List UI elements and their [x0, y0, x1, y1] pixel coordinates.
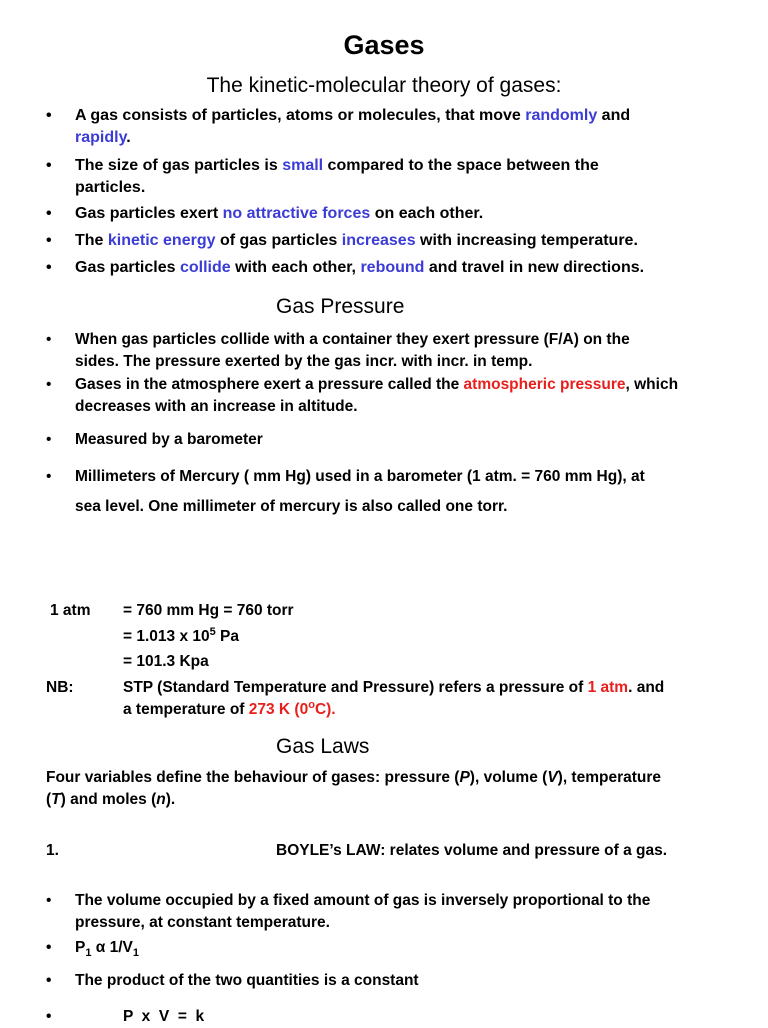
bullet-marker: •	[46, 431, 52, 448]
subscript: 1	[85, 947, 92, 960]
nb-text	[123, 677, 664, 721]
bullet-text: with each other,	[230, 259, 361, 276]
bullet-text: compared to the space between the	[323, 157, 599, 174]
highlight-term	[248, 698, 336, 718]
section-heading-gas-laws: Gas Laws	[276, 735, 370, 758]
bullet-text: The volume occupied by a fixed amount of gas is inversely proportional to the	[75, 892, 651, 909]
nb-text-part: . and	[628, 679, 665, 696]
intro-text: ), temperature	[557, 769, 662, 786]
bullet-marker: •	[46, 892, 52, 909]
unit-text: = 1.013 x 10	[123, 628, 210, 645]
unit-equivalence: = 101.3 Kpa	[123, 653, 209, 670]
var-t: T	[51, 791, 61, 808]
bullet-text: decreases with an increase in altitude.	[75, 398, 358, 415]
formula-text: α 1/V	[91, 939, 133, 956]
bullet-text: The product of the two quantities is a constant	[75, 972, 419, 989]
bullet-marker: •	[46, 1008, 52, 1025]
intro-text: ).	[165, 791, 176, 808]
highlight-term: small	[282, 157, 324, 174]
bullet-marker: •	[46, 376, 52, 393]
bullet-marker: •	[46, 157, 52, 174]
highlight-term: rebound	[360, 259, 425, 276]
bullet-text: Gas particles	[75, 259, 180, 276]
bullet-text: particles.	[75, 179, 146, 196]
unit-text: Pa	[215, 628, 240, 645]
highlight-term: 1 atm	[587, 679, 629, 696]
nb-text-part: a temperature of	[123, 701, 249, 718]
nb-text-part: STP (Standard Temperature and Pressure) refers a pressure of	[123, 679, 588, 696]
bullet-text: The	[75, 232, 108, 249]
bullet-text: Gas particles exert	[75, 205, 223, 222]
highlight-term: rapidly	[75, 129, 127, 146]
unit-equivalence	[123, 626, 239, 648]
highlight-term-part: C).	[314, 701, 336, 718]
bullet-text: on each other.	[370, 205, 484, 222]
highlight-term: increases	[341, 232, 416, 249]
intro-text: ) and moles (	[60, 791, 157, 808]
bullet-text: with increasing temperature.	[415, 232, 638, 249]
intro-text: ), volume (	[469, 769, 548, 786]
unit-exponent: 5	[209, 625, 216, 638]
bullet-text: When gas particles collide with a container they exert pressure (F/A) on the	[75, 331, 630, 348]
law-number: 1.	[46, 842, 59, 859]
highlight-term: atmospheric pressure	[463, 376, 626, 393]
var-v: V	[547, 769, 558, 786]
highlight-term: randomly	[525, 107, 598, 124]
bullet-text: Millimeters of Mercury ( mm Hg) used in a barometer (1 atm. = 760 mm Hg), at	[75, 468, 645, 485]
highlight-term: no attractive forces	[222, 205, 371, 222]
section-heading-gas-pressure: Gas Pressure	[276, 295, 405, 318]
highlight-term-part: 273 K (0	[248, 701, 309, 718]
formula-text: P x V = k	[123, 1008, 205, 1025]
bullet-text: The size of gas particles is	[75, 157, 283, 174]
bullet-text: Measured by a barometer	[75, 431, 263, 448]
bullet-text: and travel in new directions.	[424, 259, 645, 276]
bullet-marker: •	[46, 972, 52, 989]
bullet-text: Gases in the atmosphere exert a pressure called the	[75, 376, 464, 393]
subscript: 1	[132, 947, 140, 960]
unit-lhs: 1 atm	[50, 602, 91, 619]
highlight-term: kinetic energy	[107, 232, 216, 249]
formula-text: P	[75, 939, 86, 956]
bullet-marker: •	[46, 259, 52, 276]
bullet-marker: •	[46, 939, 52, 956]
degree-sup: o	[308, 698, 315, 711]
highlight-term: collide	[179, 259, 231, 276]
intro-text: (	[46, 791, 52, 808]
laws-intro	[46, 767, 746, 811]
bullet-text: and	[597, 107, 631, 124]
bullet-text: .	[126, 129, 131, 146]
section-subtitle-kmt: The kinetic-molecular theory of gases:	[206, 74, 562, 97]
bullet-text: sides. The pressure exerted by the gas incr. with incr. in temp.	[75, 353, 533, 370]
bullet-marker: •	[46, 331, 52, 348]
bullet-text: pressure, at constant temperature.	[75, 914, 330, 931]
bullet-marker: •	[46, 205, 52, 222]
var-p: P	[459, 769, 470, 786]
unit-equivalence: = 760 mm Hg = 760 torr	[123, 602, 294, 619]
bullet-marker: •	[46, 107, 52, 124]
bullet-continuation: sea level. One millimeter of mercury is also called one torr.	[75, 498, 508, 515]
var-n: n	[156, 791, 166, 808]
nb-label: NB:	[46, 679, 74, 696]
law-title: BOYLE’s LAW: relates volume and pressure of a gas.	[276, 842, 668, 859]
bullet-text: A gas consists of particles, atoms or molecules, that move	[75, 107, 526, 124]
bullet-marker: •	[46, 232, 52, 249]
intro-text: Four variables define the behaviour of gases: pressure (	[46, 769, 460, 786]
page-title: Gases	[343, 30, 425, 60]
bullet-marker: •	[46, 468, 52, 485]
bullet-text: , which	[625, 376, 679, 393]
bullet-text: of gas particles	[215, 232, 342, 249]
